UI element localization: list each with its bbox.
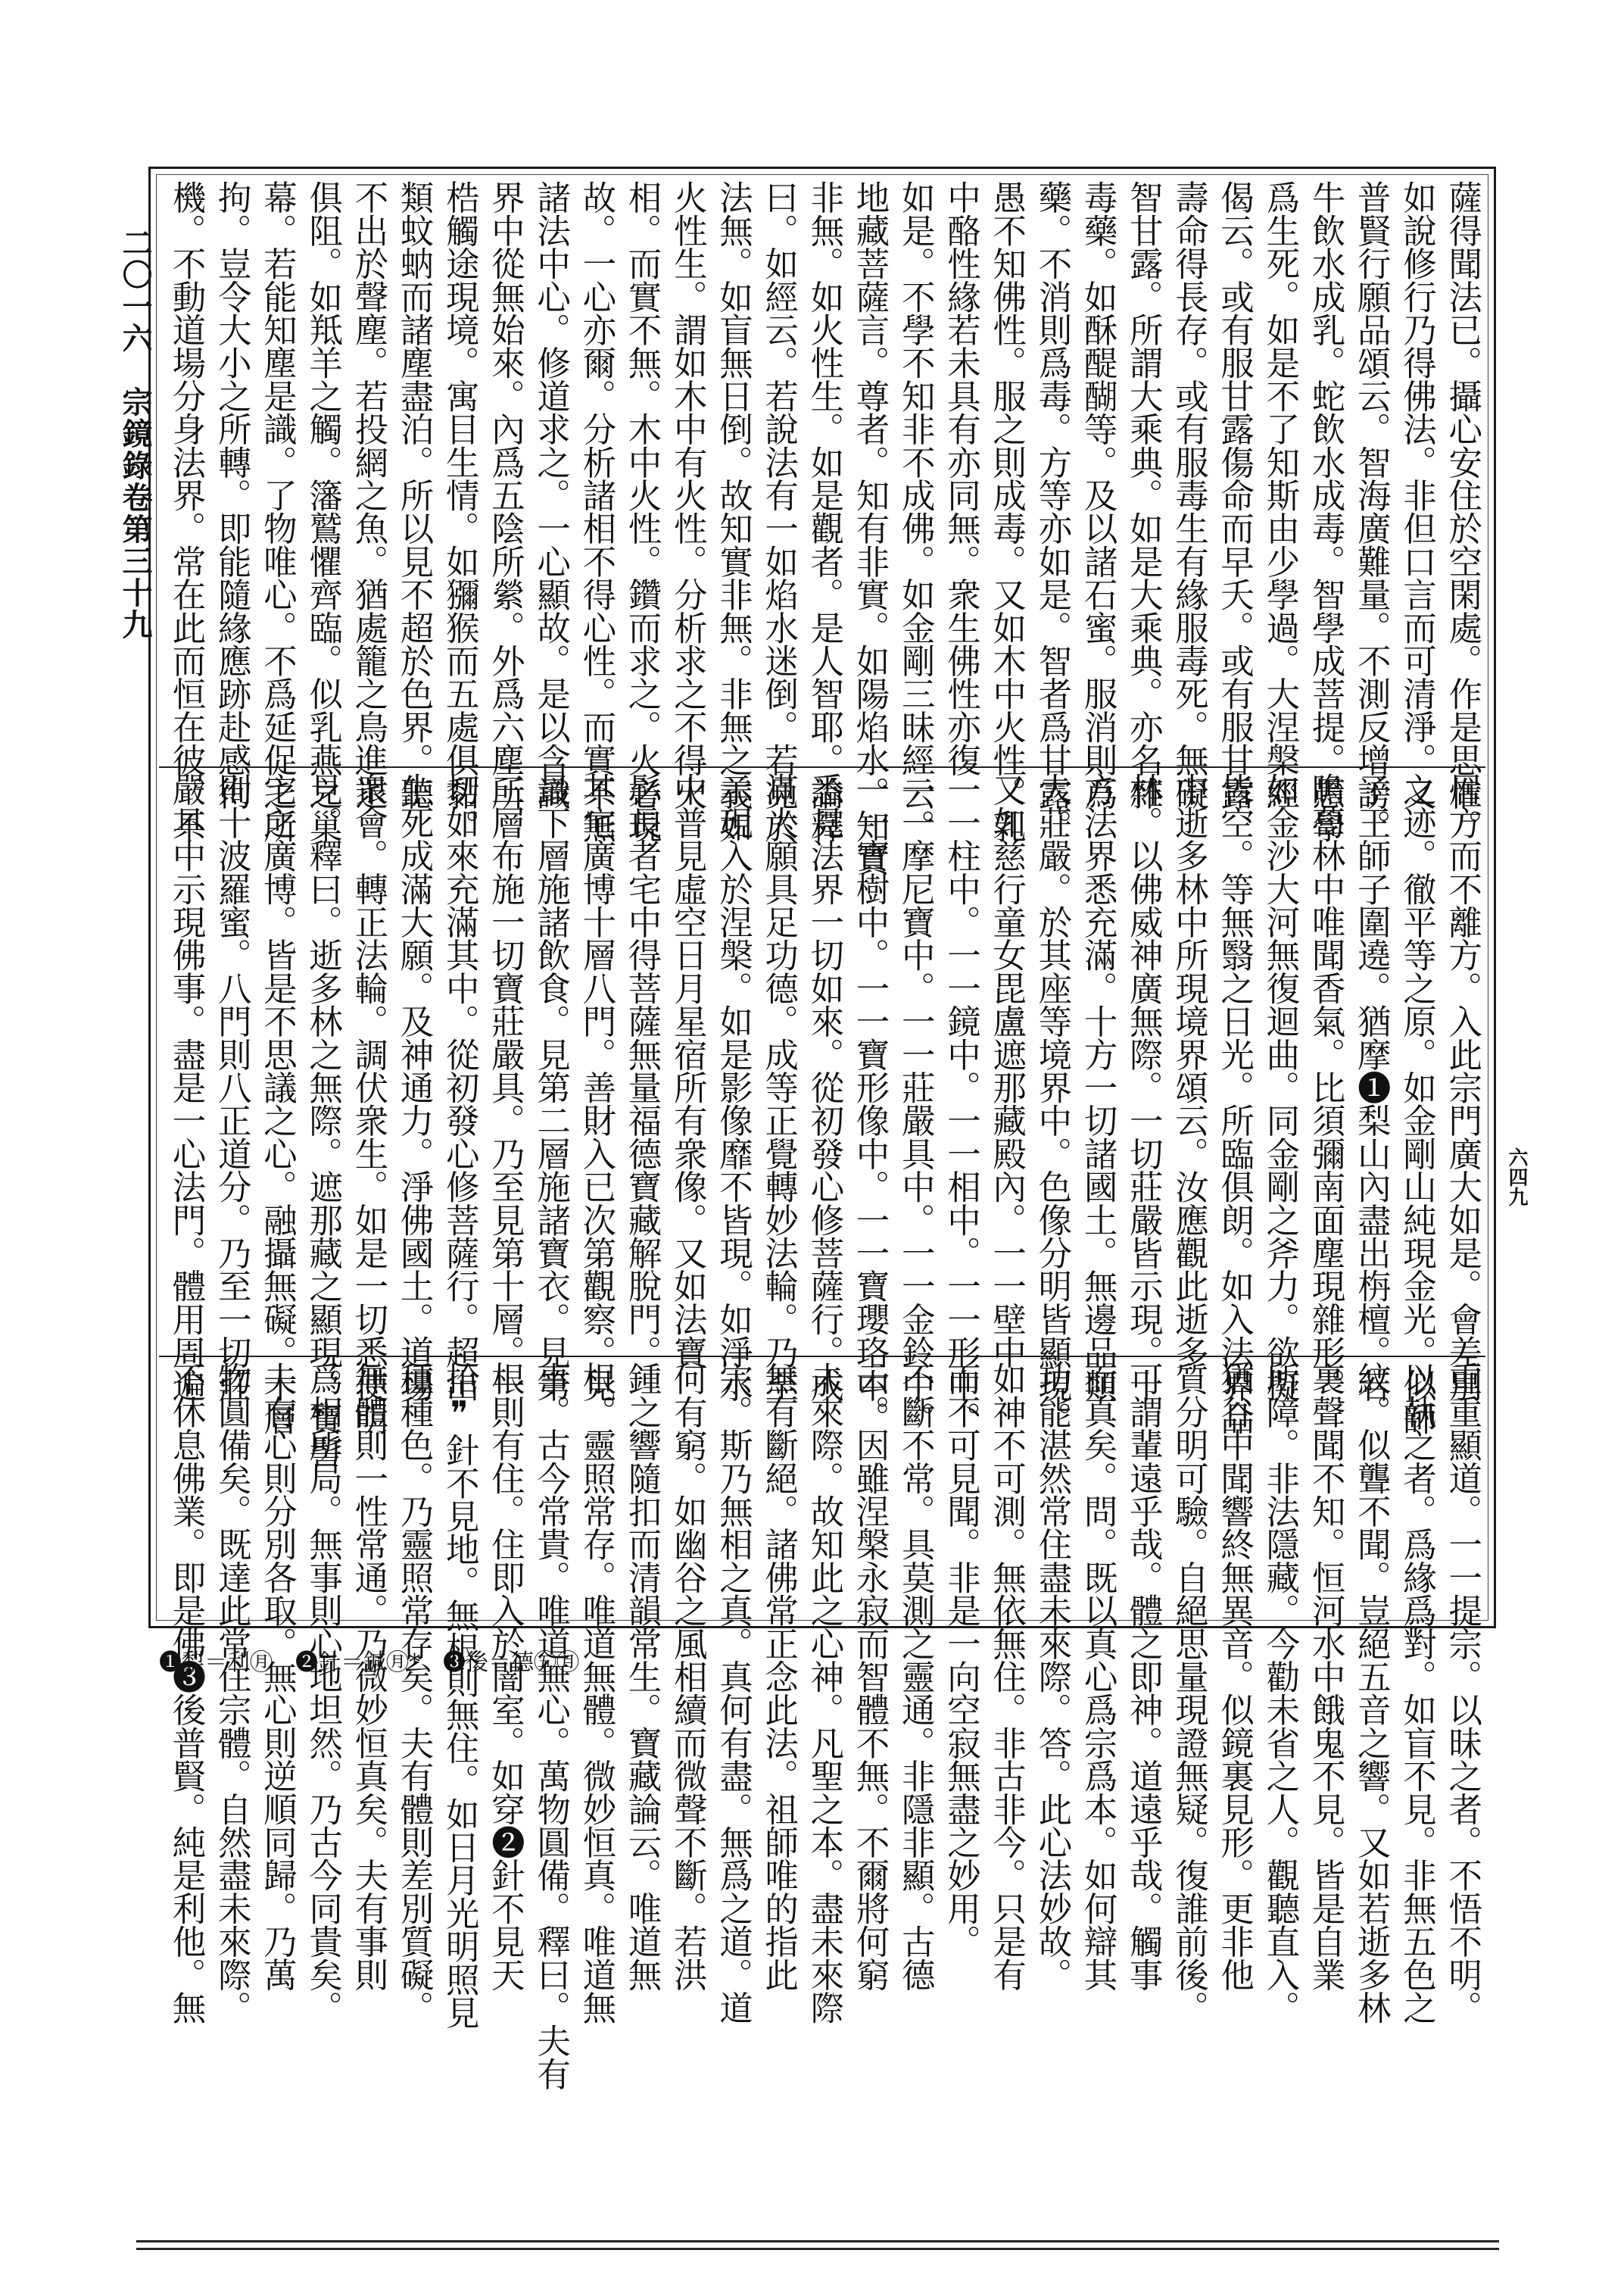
text-column: 智甘露。所謂大乘典。如是大乘典。亦名雜 — [1124, 180, 1163, 810]
text-column: 衆會。轉正法輪。調伏衆生。如是一切悉使明 — [348, 772, 388, 1435]
text-column: 相。而實不無。木中火性。鑽而求之。火必現 — [622, 180, 662, 843]
text-column: 普賢行願品頌云。智海廣難量。不測反增謗。 — [1351, 180, 1391, 843]
text-column: 幕。若能知塵是識。了物唯心。不爲延促之所 — [257, 180, 297, 843]
bottom-rule-2 — [136, 2248, 1499, 2250]
text-column: 薩得聞法已。攝心安住於空閑處。作是思惟。 — [1442, 180, 1482, 843]
text-column: 類蚊蚋而諸塵盡泊。所以見不超於色界。聽 — [394, 180, 434, 810]
text-column: 壽命得長存。或有服毒生有緣服毒死。無礙 — [1169, 180, 1208, 810]
text-column: 子王師子圍遶。猶摩❶梨山內盡出栴檀。若 — [1351, 772, 1391, 1402]
text-column: 紋。似聾不聞。豈絕五音之響。又如若逝多林 — [1351, 1362, 1391, 2024]
text-column: 嚴具中示現佛事。盡是一心法門。體用周遍 — [167, 772, 205, 1402]
text-column: 如是。不學不知非不成佛。如金剛三昧經云。 — [896, 180, 935, 843]
text-column: 則十波羅蜜。八門則八正道分。乃至一切莊 — [212, 772, 251, 1402]
text-band-middle — [162, 772, 1482, 1468]
text-column: 夫有心則分別各取。無心則逆順同歸。乃萬 — [257, 1362, 297, 1991]
text-column: 皆空。等無翳之日光。所臨俱朗。如入法界品 — [1214, 772, 1254, 1435]
text-column: 牛飲水成乳。蛇飲水成毒。智學成菩提。愚學 — [1306, 180, 1345, 843]
text-column: 居方而不離方。入此宗門廣大如是。會差別 — [1442, 772, 1482, 1402]
text-column: 非無。如火性生。如是觀者。是人智耶。論釋 — [804, 180, 843, 843]
page-number: 六四九 — [1505, 1147, 1528, 1206]
text-band-upper — [162, 180, 1482, 875]
text-column: 功能湛然常住盡未來際。答。此心法妙故。 — [1032, 1362, 1071, 1991]
text-column: 一一摩尼寶中。一一莊嚴具中。一一金鈴中。 — [896, 772, 935, 1435]
text-column: 最下層施諸飲食。見第二層施諸寶衣。見第 — [531, 772, 570, 1402]
text-column: 梏觸途現境。寓目生情。如獼猴而五處俱黏。 — [440, 180, 479, 843]
text-column: 如金沙大河無復迴曲。同金剛之斧力。欲擬 — [1260, 772, 1299, 1402]
text-column: 未來際。故知此之心神。凡聖之本。盡未來際 — [804, 1362, 843, 2024]
text-column: 以執之者。爲緣爲對。如盲不見。非無五色之 — [1397, 1362, 1436, 2024]
text-column: 質分明可驗。自絕思量現證無疑。復誰前後。 — [1169, 1362, 1208, 2024]
running-head: 二〇一六 宗鏡錄卷第三十九 — [117, 227, 153, 641]
text-column: 根則有住。住即入於闇室。如穿❷針不見天 — [485, 1362, 525, 1991]
text-column: 一一寶樹中。一一寶形像中。一一寶瓔珞中。 — [850, 772, 890, 1435]
text-column: 見。釋曰。逝多林之無際。遮那藏之顯現。寶髻 — [303, 772, 342, 1468]
text-column: 根。靈照常存。唯道無體。微妙恒真。唯道無 — [576, 1362, 616, 2024]
text-column: 可謂輩遠乎哉。體之即神。道遠乎哉。觸事 — [1124, 1362, 1163, 1991]
text-column: 毒藥。如酥醍醐等。及以諸石蜜。服消則爲 — [1078, 180, 1117, 810]
text-column: 地藏菩薩言。尊者。知有非實。如陽焰水。知實 — [850, 180, 890, 875]
text-column: 機。不動道場分身法界。常在此而恒在彼。不 — [167, 180, 205, 843]
text-column: 重重顯道。一一提宗。以昧之者。不悟不明。 — [1442, 1362, 1482, 2024]
text-column: 而不可見聞。非是一向空寂無盡之妙用。 — [941, 1362, 980, 1958]
text-column: 俱阻。如羝羊之觸。籓鷲懼齊臨。似乳燕之巢 — [303, 180, 342, 843]
text-column: 諸法中心。修道求之。一心顯故。是以含識 — [531, 180, 570, 810]
text-column: 悉見法界一切如來。從初發心修菩薩行。成 — [804, 772, 843, 1402]
text-column: 鍾之響隨扣而清韻常生。寶藏論云。唯道無 — [622, 1362, 662, 1991]
text-column: 宗。斯乃無相之真。真何有盡。無爲之道。道 — [713, 1362, 753, 2024]
text-column: 如神不可測。無依無住。非古非今。只是有 — [987, 1362, 1026, 1991]
text-column: 火性生。謂如木中有火性。分析求之不得火 — [668, 180, 707, 810]
text-column: 故。一心亦爾。分析諸相不得心性。而實不無 — [576, 180, 616, 843]
text-column: 中逝多林中所現境界頌云。汝應觀此逝多 — [1169, 772, 1208, 1369]
footnote-line: ❶梨＝利㊊ ❷針＝鍼㊊* ❸後＝德㊄㊊ — [159, 1649, 579, 1676]
text-column: 事。古今常貴。唯道無心。萬物圓備。釋曰。夫有 — [531, 1362, 570, 2090]
text-column: 中普見虛空日月星宿所有衆像。又如法寶 — [668, 772, 707, 1369]
text-column: 猶谷中聞響終無異音。似鏡裏見形。更非他 — [1214, 1362, 1254, 1991]
text-column: 界中從無始來。內爲五陰所縈。外爲六塵所 — [485, 180, 525, 810]
text-column: 拘。豈令大小之所轉。即能隨緣應跡赴感徇 — [212, 180, 251, 810]
text-column: 裏聲聞不知。恒河水中餓鬼不見。皆是自業 — [1306, 1362, 1345, 1991]
text-column: 種種色。乃靈照常存矣。夫有體則差別質礙。 — [394, 1362, 434, 2024]
text-column: 所障。非法隱藏。今勸未省之人。觀聽直入。 — [1260, 1362, 1299, 2024]
text-column: 瞻蔔林中唯聞香氣。比須彌南面塵現雜形。 — [1306, 772, 1345, 1402]
text-column: 其宅廣博十層八門。善財入已次第觀察。見 — [576, 772, 616, 1402]
text-column: 方法界悉充滿。十方一切諸國土。無邊品類 — [1078, 772, 1117, 1402]
text-column: 曰。如經云。若說法有一如焰水迷倒。若見於 — [759, 180, 798, 843]
text-column: 如說修行乃得佛法。非但口言而可清淨。又 — [1397, 180, 1436, 810]
text-column: 不休息佛業。即是佛❸後普賢。純是利他。無 — [167, 1362, 205, 2024]
text-column: 云。因雖涅槃永寂而智體不無。不爾將何窮 — [850, 1362, 890, 1991]
text-column: 之迹。徹平等之原。如金剛山純現金光。似師 — [1397, 772, 1436, 1435]
text-column: 又如慈行童女毘盧遮那藏殿內。一一壁中 — [987, 772, 1026, 1369]
text-column: 大莊嚴。於其座等境界中。色像分明皆顯現。 — [1032, 772, 1071, 1435]
text-column: 而真矣。問。既以真心爲宗爲本。如何辯其 — [1078, 1362, 1117, 1991]
text-column: 不斷不常。具莫測之靈通。非隱非顯。古德 — [896, 1362, 935, 1991]
text-column: 中酪性緣若未具有亦同無。衆生佛性亦復 — [941, 180, 980, 776]
text-column: 物圓備矣。既達此常住宗體。自然盡未來際。 — [212, 1362, 251, 2024]
text-column: 法無。如盲無日倒。故知實非無。非無之義如 — [713, 180, 753, 843]
text-column: 髻長者宅中得菩薩無量福德寶藏解脫門。 — [622, 772, 662, 1369]
text-column: 滿大願具足功德。成等正覺轉妙法輪。乃至 — [759, 772, 798, 1402]
text-column: 偈云。或有服甘露傷命而早夭。或有服甘露 — [1214, 180, 1254, 810]
text-column: 林。以佛威神廣無際。一切莊嚴皆示現。十 — [1124, 772, 1163, 1402]
text-column: 無體則一性常通。乃微妙恒真矣。夫有事則 — [348, 1362, 388, 1991]
text-column: 爲生死。如是不了知斯由少學過。大涅槃經 — [1260, 180, 1299, 810]
text-column: 切如來充滿其中。從初發心修菩薩行。超出 — [440, 772, 479, 1402]
text-column: 何有窮。如幽谷之風相續而微聲不斷。若洪 — [668, 1362, 707, 1991]
text-column: 宅之廣博。皆是不思議之心。融攝無礙。十層 — [257, 772, 297, 1435]
text-column: 藥。不消則爲毒。方等亦如是。智者爲甘露。 — [1032, 180, 1071, 843]
text-column: 一一柱中。一一鏡中。一一相中。一一形中。 — [941, 772, 980, 1435]
text-column: 無有斷絕。諸佛常正念此法。祖師唯的指此 — [759, 1362, 798, 1991]
text-column: 拾❞針不見地。無根則無住。如日月光明照見 — [440, 1362, 479, 2029]
text-column: 爲相所局。無事則心地坦然。乃古今同貴矣。 — [303, 1362, 342, 2024]
text-column: 示現入於涅槃。如是影像靡不皆現。如淨水 — [713, 772, 753, 1402]
text-column: 不出於聲塵。若投網之魚。猶處籠之鳥進退 — [348, 180, 388, 810]
bottom-rule-1 — [136, 2240, 1499, 2242]
text-column: 生死成滿大願。及神通力。淨佛國土。道場 — [394, 772, 434, 1402]
text-column: 愚不知佛性。服之則成毒。又如木中火性。乳 — [987, 180, 1026, 843]
text-column: 三層布施一切寶莊嚴具。乃至見第十層。一 — [485, 772, 525, 1402]
